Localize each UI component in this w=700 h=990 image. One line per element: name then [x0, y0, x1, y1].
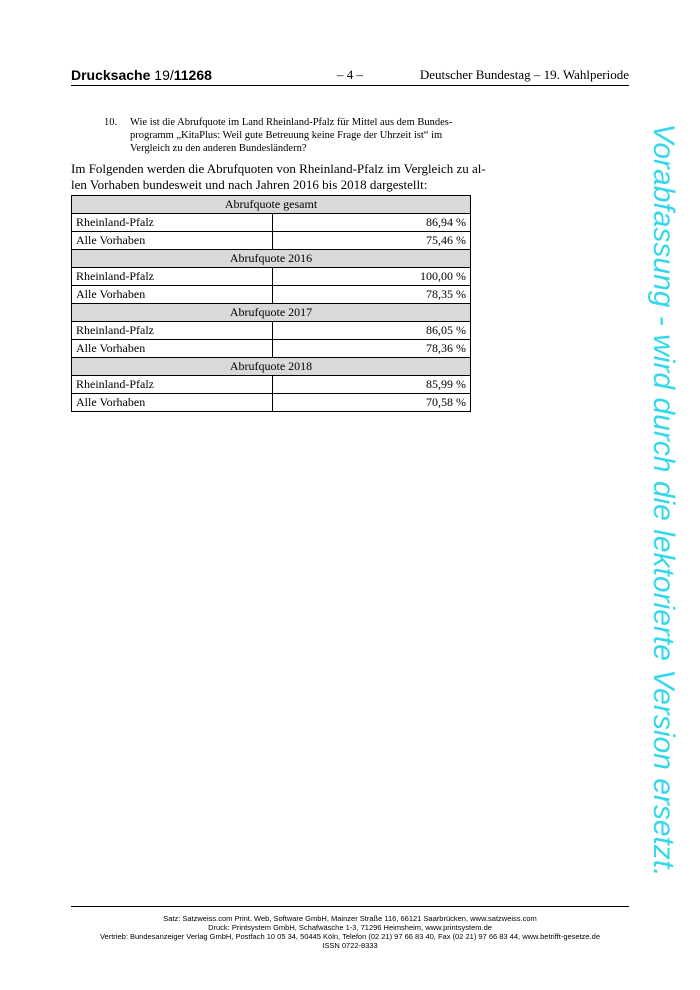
table-section-heading-row [72, 358, 471, 376]
table-row [72, 394, 471, 412]
row-value: 85,99 % [273, 376, 471, 394]
section-heading: Abrufquote 2017 [72, 304, 471, 322]
footer-divider [71, 906, 629, 907]
doc-number: 11268 [173, 67, 212, 83]
row-label: Rheinland-Pfalz [72, 376, 273, 394]
answer-intro [71, 161, 486, 193]
row-value: 78,36 % [273, 340, 471, 358]
row-value: 86,94 % [273, 214, 471, 232]
legislative-period: Deutscher Bundestag – 19. Wahlperiode [419, 67, 629, 82]
row-label: Alle Vorhaben [72, 394, 273, 412]
table-row [72, 232, 471, 250]
table-row [72, 340, 471, 358]
row-label: Alle Vorhaben [72, 286, 273, 304]
abrufquote-table [71, 195, 471, 412]
table-section-heading-row [72, 196, 471, 214]
intro-line: len Vorhaben bundesweit und nach Jahren 2016 bis 2018 dargestellt: [71, 177, 428, 192]
row-value: 70,58 % [273, 394, 471, 412]
intro-line: Im Folgenden werden die Abrufquoten von Rheinland-Pfalz im Vergleich zu al- [71, 161, 486, 176]
table-row [72, 376, 471, 394]
row-value: 100,00 % [273, 268, 471, 286]
table-row [72, 268, 471, 286]
table-row [72, 286, 471, 304]
row-label: Alle Vorhaben [72, 340, 273, 358]
row-label: Rheinland-Pfalz [72, 322, 273, 340]
table-row [72, 322, 471, 340]
table-row [72, 214, 471, 232]
draft-watermark: Vorabfassung - wird durch die lektorierte Version ersetzt. [647, 123, 680, 877]
question-line: programm „KitaPlus: Weil gute Betreuung keine Frage der Uhrzeit ist“ im [130, 130, 443, 141]
row-value: 78,35 % [273, 286, 471, 304]
question-line: Vergleich zu den anderen Bundesländern? [130, 143, 307, 154]
footer-line: ISSN 0722-8333 [322, 941, 378, 950]
row-label: Rheinland-Pfalz [72, 268, 273, 286]
page-header [71, 67, 629, 86]
section-heading: Abrufquote 2018 [72, 358, 471, 376]
section-heading: Abrufquote 2016 [72, 250, 471, 268]
page-number: – 4 – [337, 67, 363, 82]
table-section-heading-row [72, 304, 471, 322]
question-line: Wie ist die Abrufquote im Land Rheinland-Pfalz für Mittel aus dem Bundes- [130, 117, 453, 128]
footer-line: Druck: Printsystem GmbH, Schafwäsche 1-3, 71296 Heimsheim, www.printsystem.de [208, 923, 492, 932]
footer-line: Satz: Satzweiss.com Print, Web, Software GmbH, Mainzer Straße 116, 66121 Saarbrücken, www.satzweiss.com [163, 914, 537, 923]
section-heading: Abrufquote gesamt [72, 196, 471, 214]
question-text [130, 116, 471, 155]
row-value: 75,46 % [273, 232, 471, 250]
doc-number-prefix: 19/ [154, 67, 174, 83]
page-footer [71, 914, 629, 950]
footer-line: Vertrieb: Bundesanzeiger Verlag GmbH, Postfach 10 05 34, 50445 Köln, Telefon (02 21) 97 66 83 40, Fax (02 21) 97 66 83 44, www.betrifft-gesetze.de [99, 932, 601, 941]
question-number: 10. [104, 117, 118, 128]
row-value: 86,05 % [273, 322, 471, 340]
row-label: Rheinland-Pfalz [72, 214, 273, 232]
doc-label: Drucksache [71, 67, 151, 83]
table-section-heading-row [72, 250, 471, 268]
row-label: Alle Vorhaben [72, 232, 273, 250]
